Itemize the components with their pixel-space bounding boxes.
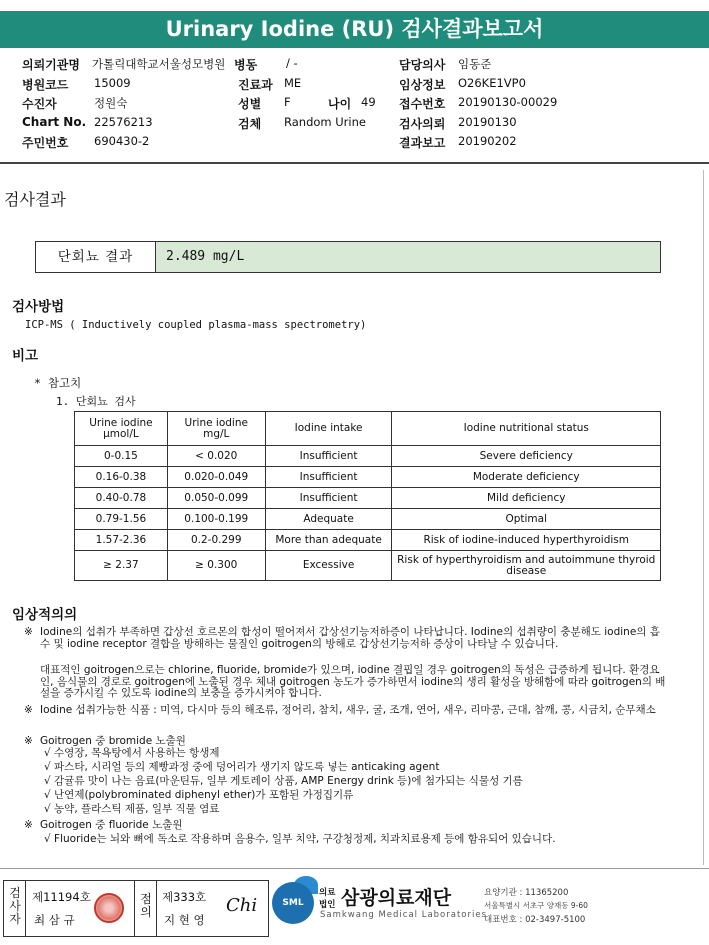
remarks-title: 비고 [12, 348, 39, 364]
clinical-paragraph-3: Iodine 섭취가능한 식품 : 미역, 다시마 등의 해조류, 정어리, 참치, 새우, 굴, 조개, 연어, 새우, 리마콩, 근대, 참깨, 콩, 시금치, 순무채소 [40, 704, 656, 716]
table-row [75, 509, 661, 530]
report-title: Urinary Iodine (RU) 검사결과보고서 [0, 11, 709, 48]
table-header-cell: Iodine intake [265, 412, 392, 446]
hospital-value: 가톨릭대학교서울성모병원 [92, 57, 226, 71]
sex-value: F [284, 95, 291, 109]
table-cell: More than adequate [265, 530, 392, 551]
bromide-item: √ 파스타, 시리얼 등의 제빵과정 중에 덩어리가 생기지 않도록 넣는 anticaking agent [44, 761, 440, 773]
sex-label: 성별 [238, 97, 262, 111]
chart-value: 22576213 [94, 115, 153, 129]
patient-value: 정원숙 [94, 96, 128, 110]
report-date-value: 20190202 [458, 134, 517, 148]
receipt-label: 접수번호 [399, 97, 446, 111]
inspector-license: 제11194호 [32, 890, 91, 904]
result-section-title: 검사결과 [4, 190, 66, 209]
bromide-item: √ 농약, 플라스틱 제품, 일부 직물 염료 [44, 803, 220, 815]
table-cell: Risk of iodine-induced hyperthyroidism [392, 530, 661, 551]
reviewer-vertical-label: 점의 [140, 892, 152, 919]
result-box [35, 241, 661, 273]
divider [156, 881, 157, 936]
org-name: 삼광의료재단 [341, 887, 452, 909]
receipt-value: 20190130-00029 [458, 95, 558, 109]
table-cell: 1.57-2.36 [75, 530, 168, 551]
table-row [75, 467, 661, 488]
bromide-title: Goitrogen 중 bromide 노출원 [40, 735, 186, 747]
clinical-value: O26KE1VP0 [458, 76, 526, 90]
inspector-vertical-label: 검사자 [9, 886, 21, 926]
code-value: 15009 [94, 76, 131, 90]
table-cell: Adequate [265, 509, 392, 530]
patient-label: 수진자 [22, 97, 57, 111]
age-value: 49 [361, 95, 376, 109]
clinical-paragraph-1: Iodine의 섭취가 부족하면 갑상선 호르몬의 합성이 떨어져서 갑상선기능저하증이 나타납니다. Iodine의 섭취량이 충분해도 iodine의 흡수 및 iodine receptor 결합을 방해하는 물질인 goitrogen의 방해로 갑상선기능저하 증상이 나타날 수 있습니다. [40, 626, 660, 650]
table-header-cell: Iodine nutritional status [392, 412, 661, 446]
table-header-cell: Urine iodine μmol/L [75, 412, 168, 446]
org-contact: 요양기관 : 11365200 [484, 888, 569, 898]
reviewer-license: 제333호 [162, 890, 207, 904]
table-cell: Moderate deficiency [392, 467, 661, 488]
specimen-value: Random Urine [284, 115, 366, 129]
divider [134, 881, 135, 936]
reference-table [74, 411, 661, 581]
result-label: 단회뇨 결과 [36, 242, 156, 272]
table-row [75, 530, 661, 551]
table-header-row [75, 412, 661, 446]
table-header-cell: Urine iodine mg/L [167, 412, 265, 446]
signature-box [3, 880, 269, 937]
bromide-item: √ 난연제(polybrominated diphenyl ether)가 포함된 가정집기류 [44, 789, 354, 801]
org-address: 서울특별시 서초구 양재동 9-60 [484, 901, 588, 910]
seal-stamp [94, 893, 124, 923]
table-cell: Risk of hyperthyroidism and autoimmune thyroid disease [392, 551, 661, 581]
bromide-item: √ 감귤류 맛이 나는 음료(마운틴듀, 일부 게토레이 상품, AMP Energy drink 등)에 첨가되는 식물성 기름 [44, 775, 523, 787]
table-cell: 0.2-0.299 [167, 530, 265, 551]
table-cell: 0.40-0.78 [75, 488, 168, 509]
table-cell: Insufficient [265, 446, 392, 467]
table-cell: ≥ 2.37 [75, 551, 168, 581]
divider [25, 881, 26, 936]
table-cell: < 0.020 [167, 446, 265, 467]
result-value: 2.489 mg/L [156, 242, 660, 272]
table-cell: 0.79-1.56 [75, 509, 168, 530]
note-mark: ※ [24, 819, 33, 831]
table-cell: ≥ 0.300 [167, 551, 265, 581]
table-cell: Excessive [265, 551, 392, 581]
footer-divider [0, 868, 709, 869]
note-mark: ※ [24, 704, 33, 716]
table-row [75, 551, 661, 581]
reference-title: * 참고치 [34, 376, 82, 390]
fluoride-title: Goitrogen 중 fluoride 노출원 [40, 819, 183, 831]
hospital-label: 의뢰기관명 [22, 58, 80, 72]
note-mark: ※ [24, 735, 33, 747]
right-border [703, 170, 704, 865]
doctor-value: 임동준 [458, 57, 492, 71]
dept-label: 진료과 [238, 78, 273, 92]
org-logo-icon: SML [272, 882, 314, 924]
clinical-title: 임상적의의 [12, 607, 78, 623]
table-cell: Insufficient [265, 488, 392, 509]
request-label: 검사의뢰 [399, 117, 446, 131]
org-prefix: 의료 [319, 888, 336, 898]
clinical-paragraph-2: 대표적인 goitrogen으로는 chlorine, fluoride, bromide가 있으며, iodine 결핍일 경우 goitrogen의 독성은 급증하게 됩니다. 환경요인, 음식물의 경로로 goitrogen에 노출된 경우 체내 goitrogen 농도가 증가하면서 iodine의 생리 활성을 방해함에 따라 goitrogen의 배설을 증가시킬 수 있도록 iodine의 보충을 증가시켜야 합니다. [40, 664, 666, 699]
age-label: 나이 [328, 97, 352, 111]
ward-label: 병동 [234, 58, 258, 72]
table-cell: Insufficient [265, 467, 392, 488]
reference-subtitle: 1. 단회뇨 검사 [56, 395, 136, 408]
chart-label: Chart No. [22, 115, 87, 129]
code-label: 병원코드 [22, 78, 69, 92]
table-cell: 0.050-0.099 [167, 488, 265, 509]
request-value: 20190130 [458, 115, 517, 129]
doctor-label: 담당의사 [399, 58, 446, 72]
report-date-label: 결과보고 [399, 136, 446, 150]
ward-value: / - [286, 56, 298, 70]
table-cell: 0.020-0.049 [167, 467, 265, 488]
reviewer-name: 지 현 영 [164, 913, 205, 927]
method-title: 검사방법 [12, 299, 65, 315]
table-cell: Mild deficiency [392, 488, 661, 509]
table-cell: 0.16-0.38 [75, 467, 168, 488]
note-mark: ※ [24, 626, 33, 638]
table-cell: 0.100-0.199 [167, 509, 265, 530]
org-prefix: 법인 [319, 900, 336, 910]
inspector-name: 최 삼 규 [34, 913, 75, 927]
specimen-label: 검체 [238, 117, 262, 131]
org-phone: 대표번호 : 02-3497-5100 [484, 915, 586, 925]
bromide-item: √ 수영장, 목욕탕에서 사용하는 항생제 [44, 747, 220, 759]
clinical-label: 임상정보 [399, 78, 446, 92]
header-divider [0, 162, 709, 164]
org-english-name: Samkwang Medical Laboratories [320, 910, 488, 920]
id-value: 690430-2 [94, 134, 150, 148]
table-cell: Optimal [392, 509, 661, 530]
method-text: ICP-MS ( Inductively coupled plasma-mass spectrometry) [25, 319, 367, 331]
id-label: 주민번호 [22, 136, 69, 150]
dept-value: ME [284, 76, 302, 90]
fluoride-item: √ Fluoride는 뇌와 뼈에 독소로 작용하며 음용수, 일부 치약, 구강청정제, 치과치료용제 등에 함유되어 있습니다. [44, 833, 556, 845]
table-cell: Severe deficiency [392, 446, 661, 467]
signature: Chi [226, 895, 258, 916]
table-row [75, 488, 661, 509]
table-cell: 0-0.15 [75, 446, 168, 467]
table-row [75, 446, 661, 467]
